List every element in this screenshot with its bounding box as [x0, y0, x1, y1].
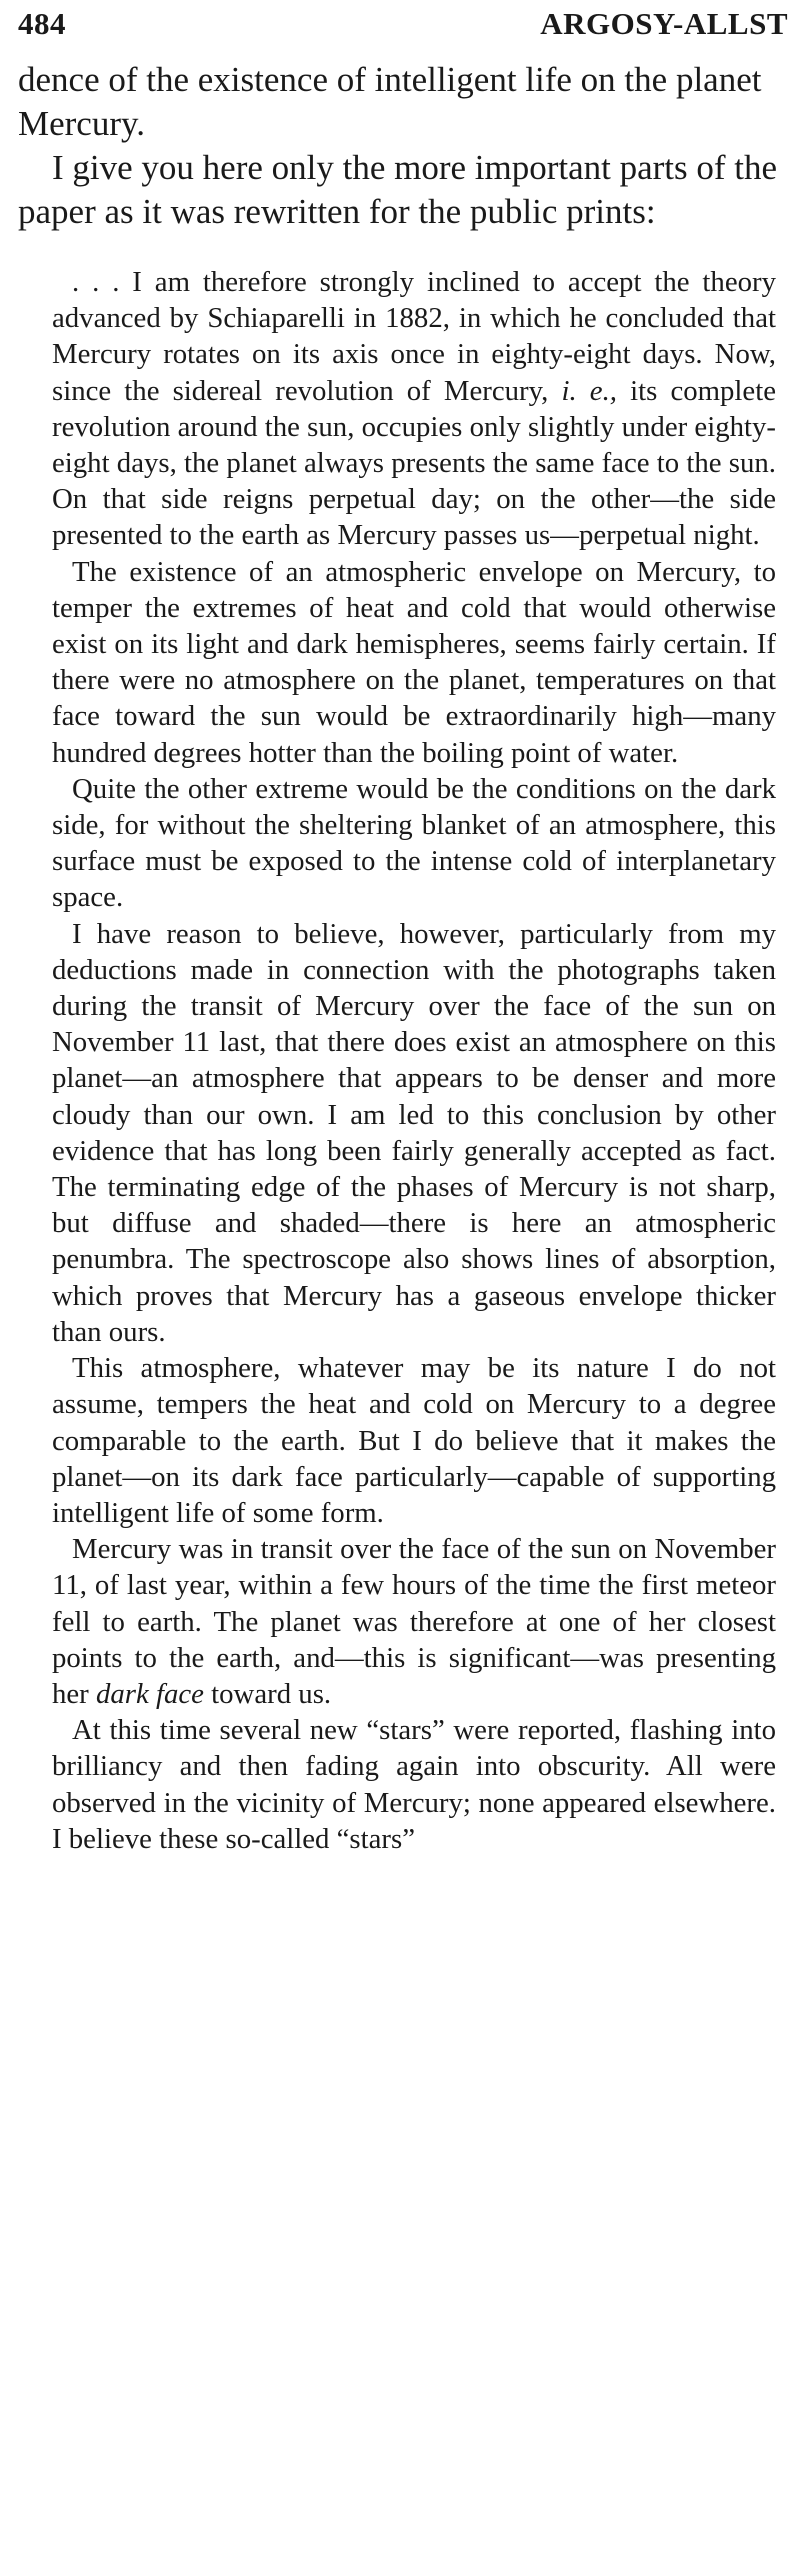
lead-paragraph-2: I give you here only the more important parts of the paper as it was rewritten for the public prints: [18, 148, 778, 231]
running-head: ARGOSY-ALLST [540, 6, 788, 41]
quoted-paper-excerpt [52, 264, 776, 1857]
dark-face-emphasis: dark face [95, 1677, 204, 1710]
lead-paragraph-1: dence of the existence of intelligent life on the planet Mercury. [18, 60, 762, 143]
excerpt-paragraph-6-rest: toward us. [211, 1677, 332, 1710]
excerpt-paragraph-7: At this time several new “stars” were reported, flashing into brilliancy and then fading again into obscurity. All were observed in the vicinity of Mercury; none appeared elsewhere. I believe these so-called “stars” [52, 1714, 776, 1855]
excerpt-paragraph-1 [52, 264, 776, 554]
excerpt-paragraph-5: This atmosphere, whatever may be its nature I do not assume, tempers the heat and cold on Mercury to a degree comparable to the earth. But I do believe that it makes the planet—on its dark face particularly—capable of supporting intelligent life of some form. [52, 1352, 776, 1529]
page-number: 484 [18, 6, 66, 41]
page-header [18, 0, 788, 58]
lead-text [18, 58, 788, 234]
page [18, 0, 788, 1857]
excerpt-paragraph-1-text: . . . I am therefore strongly inclined to accept the theory advanced by Schiaparelli in 1882, in which he concluded that Mercury rotates on its axis once in eighty-eight days. Now, since the sidereal revolution of Mercury, [52, 266, 776, 407]
excerpt-paragraph-2: The existence of an atmospheric envelope on Mercury, to temper the extremes of heat and cold that would otherwise exist on its light and dark hemispheres, seems fairly certain. If there were no atmosphere on the planet, temperatures on that face toward the sun would be extraordinarily high—many hundred degrees hotter than the boiling point of water. [52, 555, 776, 769]
excerpt-paragraph-3: Quite the other extreme would be the conditions on the dark side, for without the sheltering blanket of an atmosphere, this surface must be exposed to the intense cold of interplanetary space. [52, 772, 776, 914]
excerpt-paragraph-1-rest: its complete revolution around the sun, occupies only slightly under eighty-eight days, the planet always presents the same face to the sun. On that side reigns perpetual day; on the other—the side presented to the earth as Mercury passes us—perpetual night. [52, 374, 776, 552]
ie-abbreviation: i. e., [561, 374, 617, 407]
excerpt-paragraph-6 [52, 1531, 776, 1712]
excerpt-paragraph-4: I have reason to believe, however, particularly from my deductions made in connection with the photographs taken during the transit of Mercury over the face of the sun on November 11 last, that there does exist an atmosphere on this planet—an atmosphere that appears to be denser and more cloudy than our own. I am led to this conclusion by other evidence that has long been fairly generally accepted as fact. The terminating edge of the phases of Mercury is not sharp, but diffuse and shaded—there is here an atmospheric penumbra. The spectroscope also shows lines of absorption, which proves that Mercury has a gaseous envelope thicker than ours. [52, 917, 776, 1348]
excerpt-paragraph-6-text: Mercury was in transit over the face of the sun on November 11, of last year, within a few hours of the time the first meteor fell to earth. The planet was therefore at one of her closest points to the earth, and—this is significant—was presenting her [52, 1533, 776, 1710]
